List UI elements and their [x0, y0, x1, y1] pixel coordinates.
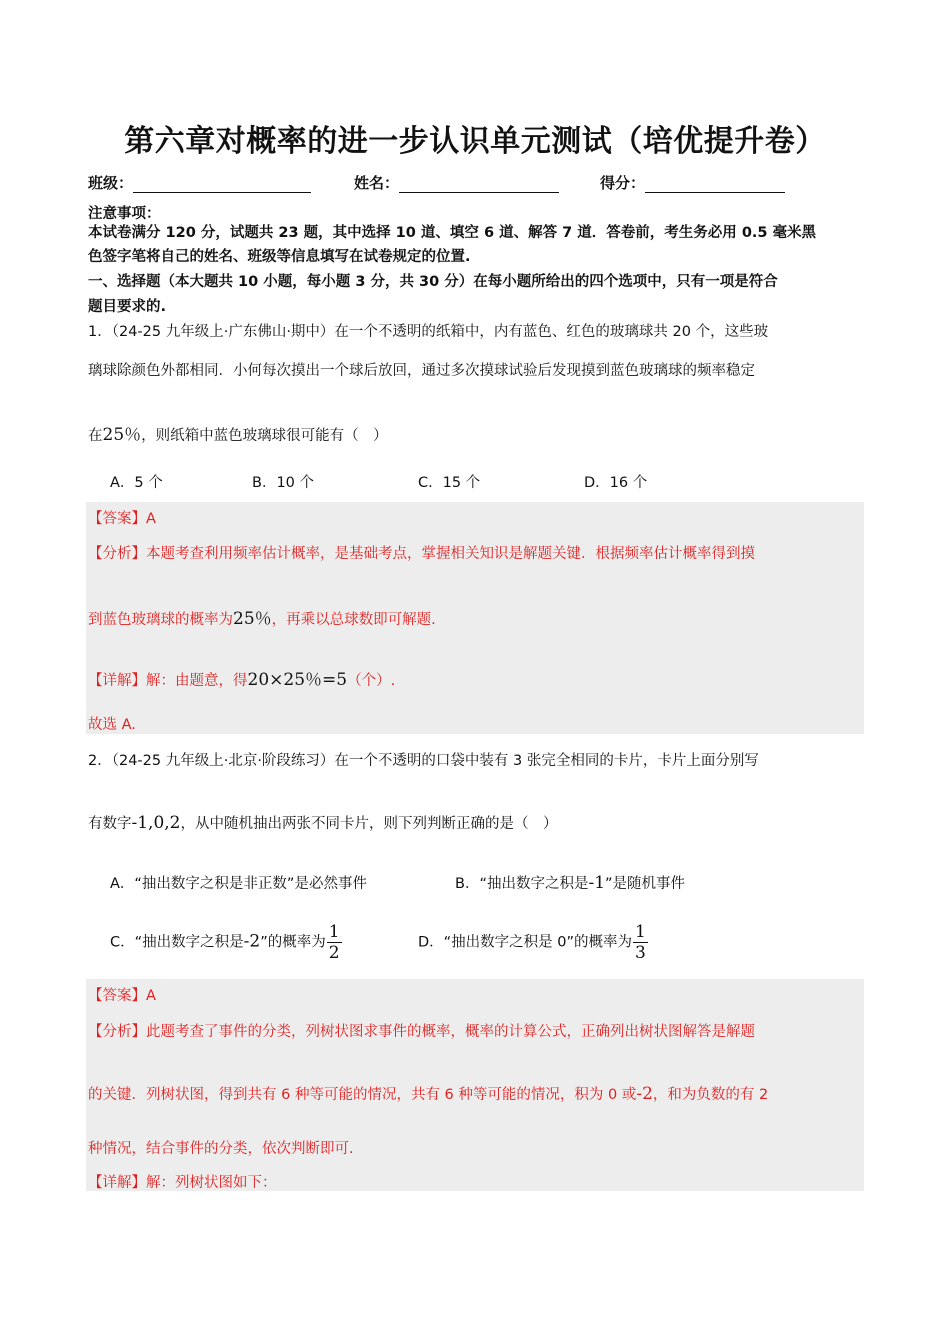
q2-line-2-post: ，从中随机抽出两张不同卡片，则下列判断正确的是（ ）	[180, 816, 558, 832]
q1-analysis-tag: 【分析】	[88, 546, 146, 562]
q2-option-d-fraction	[633, 922, 648, 963]
q2-option-b-math: -1	[588, 873, 606, 893]
q2-numbers-math: -1,0,2	[131, 813, 181, 833]
q1-analysis-text-1: 本题考查利用频率估计概率，是基础考点，掌握相关知识是解题关键．根据频率估计概率得到摸	[146, 546, 755, 562]
q2-analysis-line-1	[88, 1020, 755, 1041]
q2-option-c-post: ”的概率为	[260, 934, 326, 951]
q2-detail-line	[88, 1171, 277, 1192]
q2-answer	[88, 984, 156, 1005]
class-blank	[133, 176, 311, 193]
q1-line-3-post: ，则纸箱中蓝色玻璃球很可能有（ ）	[141, 428, 388, 444]
q1-line-1: 1．（24-25 九年级上·广东佛山·期中）在一个不透明的纸箱中，内有蓝色、红色的玻璃球共 20 个，这些玻	[88, 324, 769, 340]
score-blank	[645, 176, 785, 193]
q1-detail-math: 20×25％=5	[247, 670, 348, 690]
document-title: 第六章对概率的进一步认识单元测试（培优提升卷）	[124, 124, 826, 159]
q2-option-a: A．“抽出数字之积是非正数”是必然事件	[110, 876, 367, 892]
q1-analysis-line-2	[88, 604, 436, 629]
q1-analysis-math: 25％	[233, 609, 272, 629]
q1-option-c: C．15 个	[418, 475, 481, 491]
name-label: 姓名：	[354, 174, 400, 192]
q2-option-d	[418, 922, 648, 963]
section-1-line-1: 一、选择题（本大题共 10 小题，每小题 3 分，共 30 分）在每小题所给出的四个选项中，只有一项是符合	[88, 274, 778, 290]
q2-line-2-pre: 有数字	[88, 816, 132, 832]
q2-option-c-pre: C．“抽出数字之积是	[110, 934, 244, 951]
q2-option-c-math: -2	[243, 931, 261, 952]
score-field	[600, 172, 785, 193]
q1-percent-math: 25％	[102, 425, 142, 445]
q2-option-b-post: ”是随机事件	[605, 876, 686, 892]
q1-answer-tag: 【答案】	[88, 511, 146, 527]
q1-answer	[88, 507, 156, 528]
q2-option-c	[110, 922, 342, 963]
q1-detail-line	[88, 665, 395, 690]
q2-option-c-numerator: 1	[328, 922, 340, 942]
q2-option-c-denominator: 2	[328, 943, 340, 963]
q1-line-3-pre: 在	[88, 428, 103, 444]
q1-option-a: A．5 个	[110, 475, 163, 491]
q2-option-d-numerator: 1	[635, 922, 646, 942]
section-1-line-2: 题目要求的.	[88, 299, 167, 315]
q2-analysis-tag: 【分析】	[88, 1024, 146, 1040]
q1-line-3	[88, 420, 388, 445]
q2-answer-tag: 【答案】	[88, 988, 146, 1004]
q2-option-b-pre: B．“抽出数字之积是	[455, 876, 589, 892]
q1-line-2: 璃球除颜色外都相同．小何每次摸出一个球后放回，通过多次摸球试验后发现摸到蓝色玻璃球的频率稳定	[88, 363, 755, 379]
q1-conclusion: 故选 A.	[88, 717, 136, 733]
class-label: 班级：	[88, 174, 134, 192]
q2-analysis-post: ，和为负数的有 2	[652, 1087, 769, 1103]
q2-option-b	[455, 872, 685, 893]
q1-analysis-pre: 到蓝色玻璃球的概率为	[88, 612, 233, 628]
notes-line-1: 本试卷满分 120 分，试题共 23 题，其中选择 10 道、填空 6 道、解答 7 道．答卷前，考生务必用 0.5 毫米黑	[88, 225, 817, 241]
q2-line-2	[88, 812, 558, 833]
q2-detail-text: 解：列树状图如下：	[146, 1175, 277, 1191]
q1-analysis-line-1	[88, 542, 755, 563]
q2-analysis-text-1: 此题考查了事件的分类，列树状图求事件的概率，概率的计算公式，正确列出树状图解答是解题	[146, 1024, 755, 1040]
q1-detail-post: （个）.	[347, 673, 396, 689]
name-blank	[399, 176, 559, 193]
score-label: 得分：	[600, 174, 646, 192]
name-field	[354, 172, 559, 193]
q2-analysis-line-2	[88, 1083, 768, 1104]
q1-answer-value: A	[146, 511, 156, 527]
notes-line-2: 色签字笔将自己的姓名、班级等信息填写在试卷规定的位置.	[88, 249, 471, 265]
notes-heading: 注意事项：	[88, 206, 161, 222]
q1-option-d: D．16 个	[584, 475, 648, 491]
q2-analysis-pre: 的关键．列树状图，得到共有 6 种等可能的情况，共有 6 种等可能的情况，积为 0 或	[88, 1087, 637, 1103]
q2-option-c-fraction	[327, 922, 342, 963]
q2-analysis-line-3: 种情况，结合事件的分类，依次判断即可.	[88, 1141, 354, 1157]
q1-option-b: B．10 个	[252, 475, 315, 491]
q2-option-d-denominator: 3	[635, 943, 646, 963]
q1-detail-tag: 【详解】	[88, 673, 146, 689]
q2-line-1: 2．（24-25 九年级上·北京·阶段练习）在一个不透明的口袋中装有 3 张完全相同的卡片，卡片上面分别写	[88, 753, 759, 769]
q2-analysis-math: -2	[636, 1084, 653, 1104]
q2-answer-value: A	[146, 988, 156, 1004]
q2-detail-tag: 【详解】	[88, 1175, 146, 1191]
class-field	[88, 172, 311, 193]
q2-option-d-pre: D．“抽出数字之积是 0”的概率为	[418, 934, 633, 951]
q1-detail-pre: 解：由题意，得	[146, 673, 248, 689]
q1-analysis-post: ，再乘以总球数即可解题.	[271, 612, 436, 628]
